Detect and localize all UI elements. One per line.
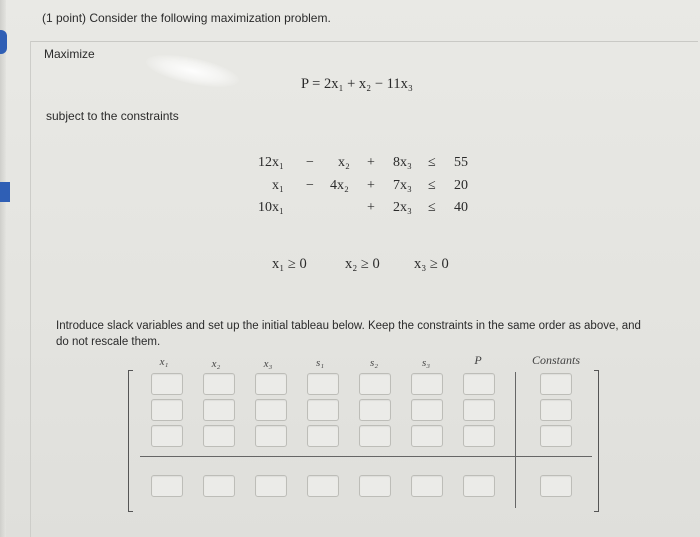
constraint-2-op-1: − xyxy=(306,178,314,193)
tableau-cell-input-r1-c2[interactable] xyxy=(203,373,235,395)
constraint-1-op-1: − xyxy=(306,155,314,170)
tableau-cell-input-r2-c5[interactable] xyxy=(359,399,391,421)
col-head-constants: Constants xyxy=(531,353,580,367)
tableau-cell-input-r3-c1[interactable] xyxy=(151,425,183,447)
tableau-cell-input-r2-c2[interactable] xyxy=(203,399,235,421)
tableau-cell-input-r1-c8[interactable] xyxy=(540,373,572,395)
constraint-2-relation: ≤ xyxy=(428,178,436,193)
constraint-3-relation: ≤ xyxy=(428,200,436,215)
problem-header: (1 point) Consider the following maximization problem. xyxy=(42,11,331,25)
tableau-cell-input-r4-c4[interactable] xyxy=(307,475,339,497)
constraint-3-term-3: 2x₃ xyxy=(393,200,412,215)
side-tab-marker-lower[interactable] xyxy=(0,182,10,202)
constraint-1-relation: ≤ xyxy=(428,155,436,170)
tableau-right-bracket xyxy=(594,370,599,512)
tableau-cell-input-r3-c5[interactable] xyxy=(359,425,391,447)
nonneg-x1: x₁ ≥ 0 xyxy=(272,256,307,272)
tableau-cell-input-r3-c4[interactable] xyxy=(307,425,339,447)
tableau-cell-input-r2-c3[interactable] xyxy=(255,399,287,421)
instruction-text-line-1: Introduce slack variables and set up the initial tableau below. Keep the constraints in the same order as above, and xyxy=(56,320,641,332)
problem-top-divider xyxy=(30,41,698,42)
maximize-label: Maximize xyxy=(44,47,95,61)
constraint-2-term-1: x₁ xyxy=(272,178,284,193)
tableau-cell-input-r4-c5[interactable] xyxy=(359,475,391,497)
tableau-cell-input-r4-c6[interactable] xyxy=(411,475,443,497)
tableau-cell-input-r1-c4[interactable] xyxy=(307,373,339,395)
constraint-1-term-1: 12x₁ xyxy=(258,155,284,170)
col-head-x2: x₂ xyxy=(211,358,221,370)
constraint-2-term-2: 4x₂ xyxy=(330,178,349,193)
tableau-objective-divider xyxy=(140,456,592,457)
side-tab-marker[interactable] xyxy=(0,30,7,54)
col-head-s1: s₁ xyxy=(315,357,325,369)
tableau-cell-input-r4-c2[interactable] xyxy=(203,475,235,497)
tableau-cell-input-r4-c7[interactable] xyxy=(463,475,495,497)
tableau-cell-input-r4-c1[interactable] xyxy=(151,475,183,497)
tableau-cell-input-r2-c7[interactable] xyxy=(463,399,495,421)
constraint-2-rhs: 20 xyxy=(454,178,468,193)
instruction-text-line-2: do not rescale them. xyxy=(56,336,161,348)
left-edge-shadow xyxy=(0,0,6,537)
tableau-cell-input-r3-c7[interactable] xyxy=(463,425,495,447)
tableau-cell-input-r3-c8[interactable] xyxy=(540,425,572,447)
col-head-s2: s₂ xyxy=(369,357,379,369)
col-head-x3: x₃ xyxy=(263,358,273,370)
tableau-cell-input-r3-c3[interactable] xyxy=(255,425,287,447)
nonneg-x2: x₂ ≥ 0 xyxy=(345,256,380,272)
subject-to-label: subject to the constraints xyxy=(46,109,179,123)
constraint-1-term-2: x₂ xyxy=(338,155,350,170)
constraint-1-rhs: 55 xyxy=(454,155,468,170)
col-head-p: P xyxy=(474,353,482,367)
col-head-x1: x₁ xyxy=(159,356,169,368)
constraint-3-rhs: 40 xyxy=(454,200,468,215)
constraint-2-op-2: + xyxy=(367,178,375,193)
tableau-cell-input-r2-c8[interactable] xyxy=(540,399,572,421)
objective-function: P = 2x₁ + x₂ − 11x₃ xyxy=(301,76,413,92)
constraint-2-term-3: 7x₃ xyxy=(393,178,412,193)
tableau-cell-input-r1-c1[interactable] xyxy=(151,373,183,395)
tableau-cell-input-r2-c6[interactable] xyxy=(411,399,443,421)
tableau-cell-input-r2-c1[interactable] xyxy=(151,399,183,421)
constraint-3-term-1: 10x₁ xyxy=(258,200,284,215)
tableau-cell-input-r1-c6[interactable] xyxy=(411,373,443,395)
tableau-cell-input-r1-c5[interactable] xyxy=(359,373,391,395)
problem-frame-left xyxy=(30,41,31,537)
tableau-cell-input-r1-c3[interactable] xyxy=(255,373,287,395)
tableau-cell-input-r2-c4[interactable] xyxy=(307,399,339,421)
tableau-cell-input-r3-c6[interactable] xyxy=(411,425,443,447)
tableau-cell-input-r1-c7[interactable] xyxy=(463,373,495,395)
tableau-cell-input-r3-c2[interactable] xyxy=(203,425,235,447)
tableau-cell-input-r4-c8[interactable] xyxy=(540,475,572,497)
tableau-left-bracket xyxy=(128,370,133,512)
constraint-3-op-2: + xyxy=(367,200,375,215)
col-head-s3: s₃ xyxy=(421,357,431,369)
constraint-1-op-2: + xyxy=(367,155,375,170)
constraint-1-term-3: 8x₃ xyxy=(393,155,412,170)
nonneg-x3: x₃ ≥ 0 xyxy=(414,256,449,272)
tableau-cell-input-r4-c3[interactable] xyxy=(255,475,287,497)
tableau-constants-divider xyxy=(515,372,516,508)
